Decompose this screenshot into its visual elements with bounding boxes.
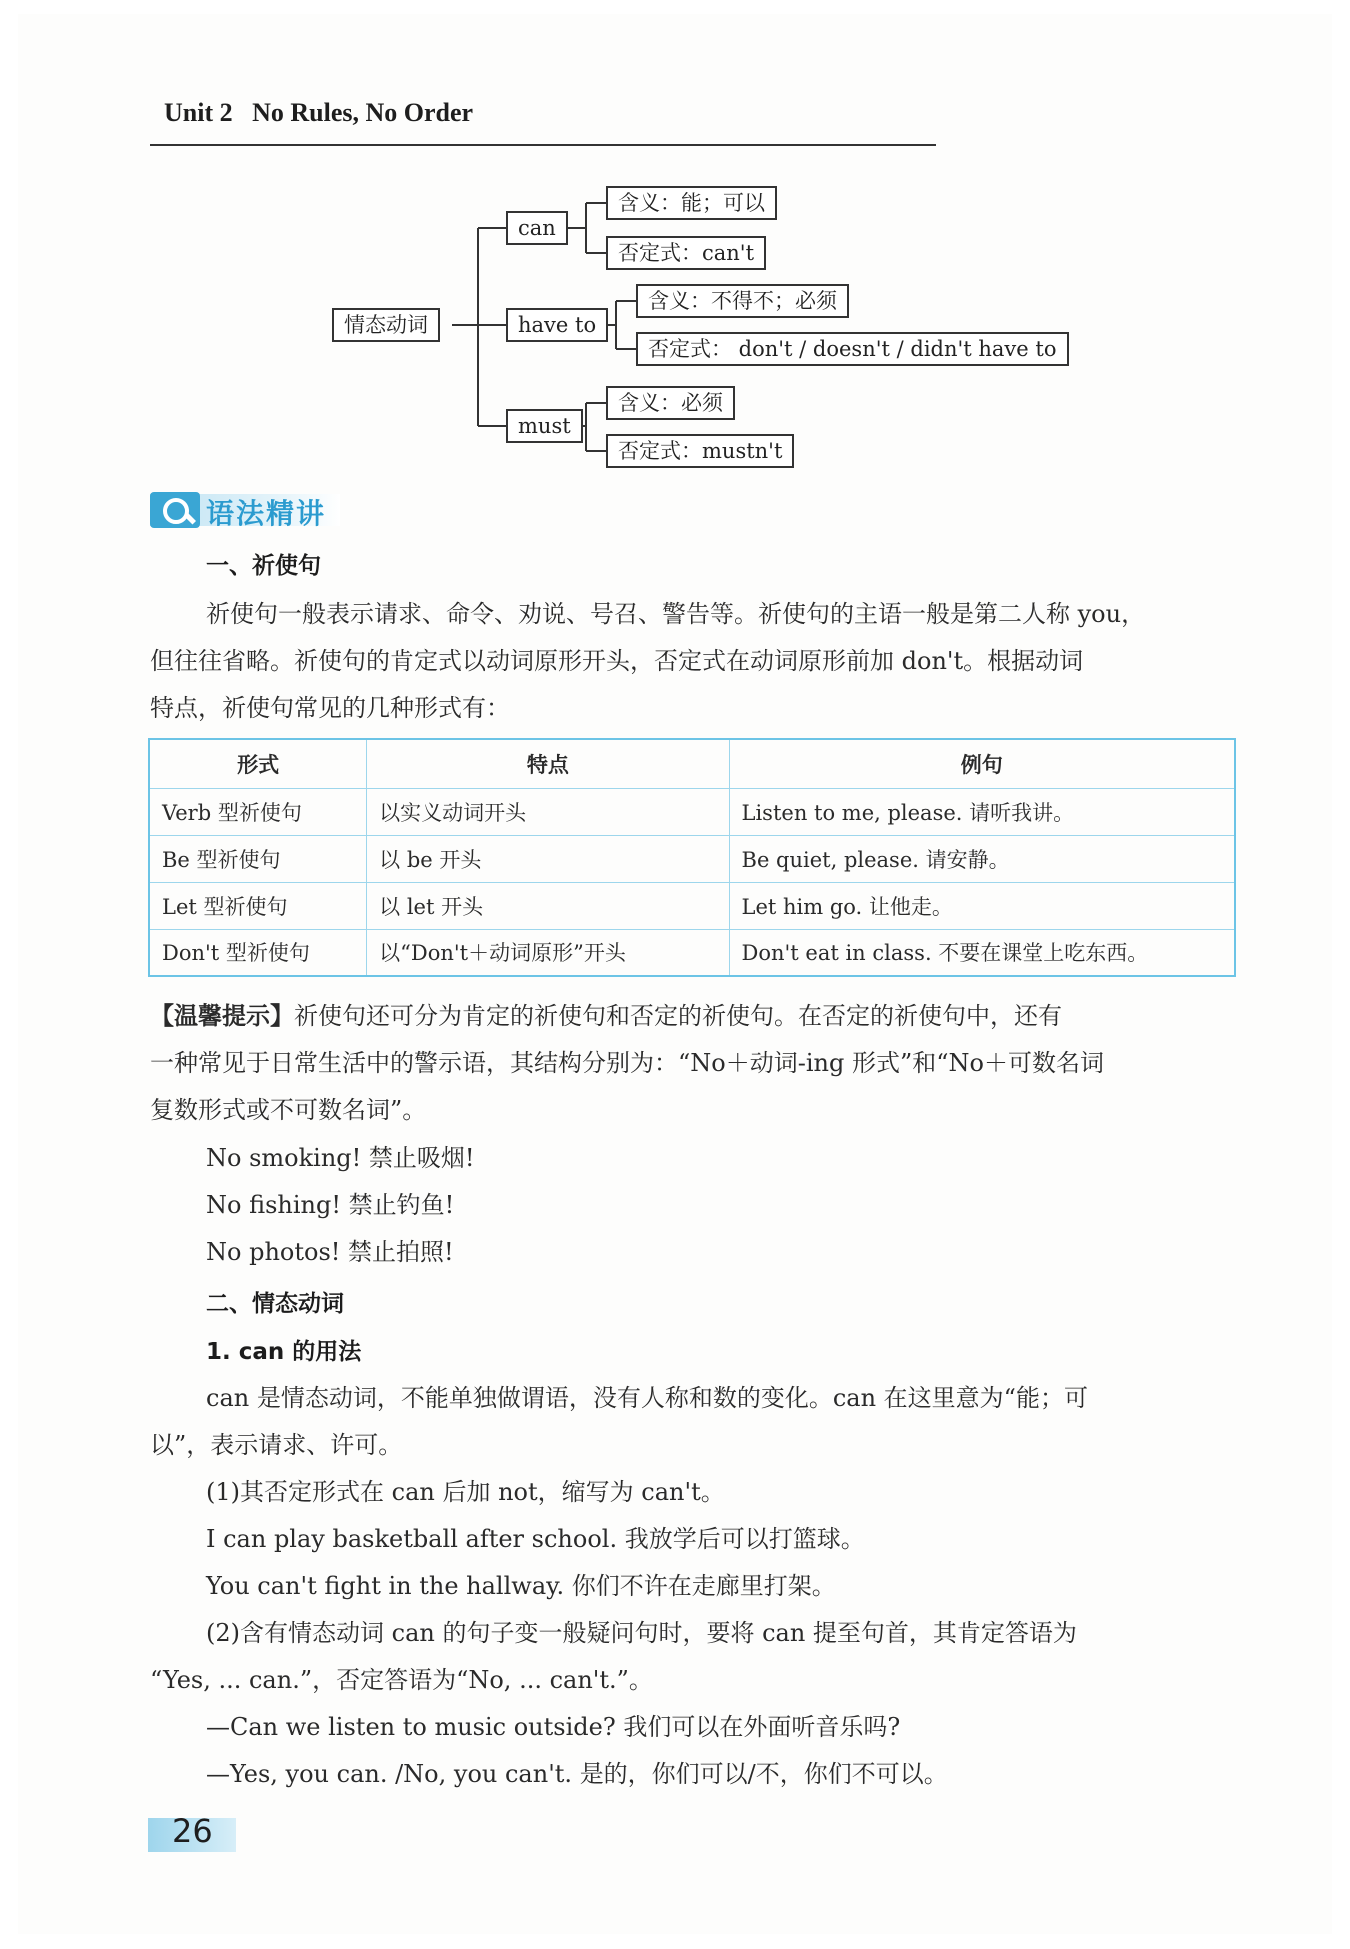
tip-line-1 [150, 996, 1062, 1031]
part1-intro-line-2: 但往往省略。祈使句的肯定式以动词原形开头，否定式在动词原形前加 don't。根据动词 [150, 647, 1084, 675]
table-cell: Listen to me, please. 请听我讲。 [729, 788, 1235, 835]
table-cell: Let him go. 让他走。 [729, 882, 1235, 929]
part1-heading: 一、祈使句 [206, 553, 321, 579]
table-row [149, 929, 1235, 976]
section-banner [150, 490, 340, 528]
part2-heading: 二、情态动词 [206, 1291, 344, 1317]
diagram-have-to-meaning: 含义：不得不；必须 [636, 284, 849, 318]
table-cell: Be quiet, please. 请安静。 [729, 835, 1235, 882]
tip-label: 【温馨提示】 [150, 1002, 294, 1030]
part2-intro-line-1: can 是情态动词，不能单独做谓语，没有人称和数的变化。can 在这里意为“能；可 [206, 1384, 1088, 1412]
point2-line-1: (2)含有情态动词 can 的句子变一般疑问句时，要将 can 提至句首，其肯定答语为 [206, 1619, 1077, 1647]
tip-line-3: 复数形式或不可数名词”。 [150, 1096, 427, 1124]
table-header: 形式 [149, 739, 367, 788]
example-line: No photos! 禁止拍照! [206, 1238, 454, 1266]
point2-line-2: “Yes, ... can.”，否定答语为“No, ... can't.”。 [150, 1666, 653, 1694]
part1-intro-line-3: 特点，祈使句常见的几种形式有： [150, 694, 510, 722]
table-cell: 以 let 开头 [367, 882, 729, 929]
banner-title: 语法精讲 [206, 497, 327, 530]
table-cell: Verb 型祈使句 [149, 788, 367, 835]
tip-text-1: 祈使句还可分为肯定的祈使句和否定的祈使句。在否定的祈使句中，还有 [294, 1002, 1062, 1030]
table-cell: Be 型祈使句 [149, 835, 367, 882]
diagram-must-meaning: 含义：必须 [606, 386, 735, 420]
page-number: 26 [172, 1812, 213, 1850]
part1-intro-line-1: 祈使句一般表示请求、命令、劝说、号召、警告等。祈使句的主语一般是第二人称 you， [206, 600, 1146, 628]
table-cell: Don't 型祈使句 [149, 929, 367, 976]
table-header-row [149, 739, 1235, 788]
table-header: 特点 [367, 739, 729, 788]
diagram-have-to-negative: 否定式： don't / doesn't / didn't have to [636, 332, 1069, 366]
table-cell: 以实义动词开头 [367, 788, 729, 835]
point1-example: I can play basketball after school. 我放学后可以打篮球。 [206, 1525, 865, 1553]
part2-subheading: 1. can 的用法 [206, 1339, 362, 1365]
table-cell: 以 be 开头 [367, 835, 729, 882]
unit-title: Unit 2 No Rules, No Order [164, 98, 474, 127]
diagram-branch-can: can [506, 211, 568, 245]
tip-line-2: 一种常见于日常生活中的警示语，其结构分别为：“No＋动词-ing 形式”和“No＋可数名词 [150, 1049, 1104, 1077]
diagram-can-meaning: 含义：能；可以 [606, 186, 777, 220]
table-cell: Let 型祈使句 [149, 882, 367, 929]
diagram-must-negative: 否定式：mustn't [606, 434, 794, 468]
diagram-branch-have-to: have to [506, 308, 608, 342]
dialogue-line: —Yes, you can. /No, you can't. 是的，你们可以/不，你们不可以。 [206, 1760, 948, 1788]
dialogue-line: —Can we listen to music outside? 我们可以在外面听音乐吗? [206, 1713, 901, 1741]
table-cell: Don't eat in class. 不要在课堂上吃东西。 [729, 929, 1235, 976]
diagram-root-box: 情态动词 [332, 308, 440, 342]
example-line: No smoking! 禁止吸烟! [206, 1144, 475, 1172]
table-row [149, 882, 1235, 929]
point1-example: You can't fight in the hallway. 你们不许在走廊里打架。 [206, 1572, 836, 1600]
example-line: No fishing! 禁止钓鱼! [206, 1191, 455, 1219]
table-row [149, 835, 1235, 882]
magnifier-icon [150, 492, 200, 528]
part2-intro-line-2: 以”，表示请求、许可。 [150, 1431, 403, 1459]
diagram-can-negative: 否定式：can't [606, 236, 766, 270]
table-row [149, 788, 1235, 835]
table-header: 例句 [729, 739, 1235, 788]
table-cell: 以“Don't＋动词原形”开头 [367, 929, 729, 976]
imperative-table [148, 738, 1236, 977]
diagram-branch-must: must [506, 409, 583, 443]
point1-text: (1)其否定形式在 can 后加 not，缩写为 can't。 [206, 1478, 725, 1506]
modal-verbs-diagram [0, 0, 1350, 480]
